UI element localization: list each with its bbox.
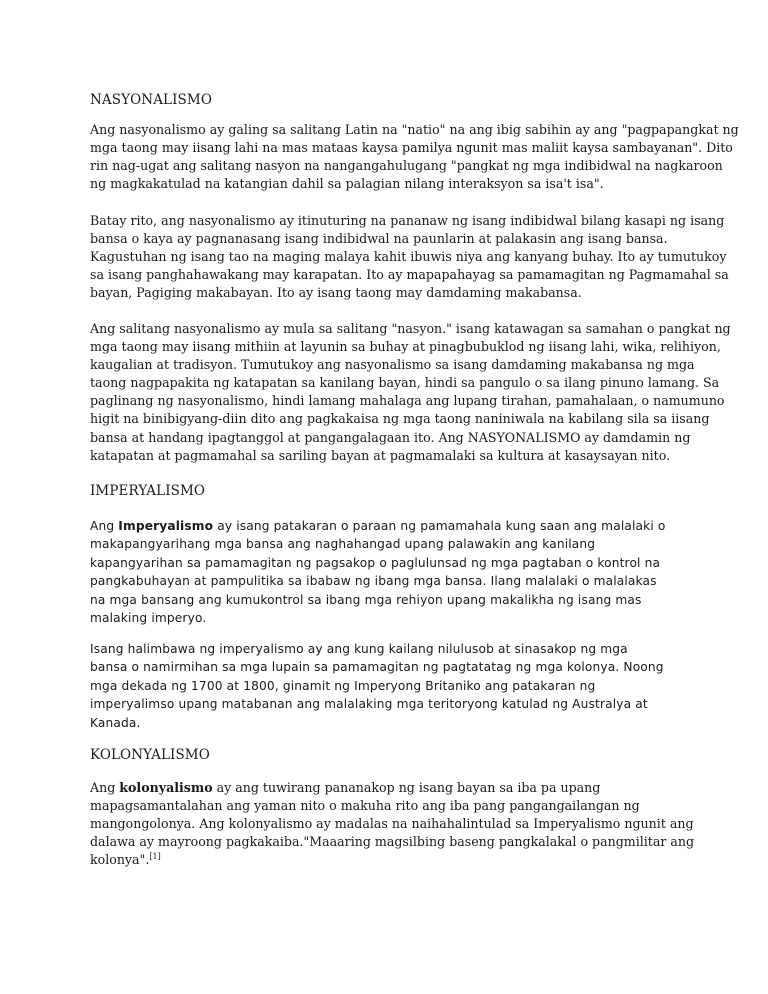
paragraph-nasyonalismo-salitang: Ang salitang nasyonalismo ay mula sa salitang "nasyon." isang katawagan sa samahan o pangkat ng mga taong may iisang mithiin at layunin sa buhay at pinagbubuklod ng iisang lahi, wika, relihiyon, kaugalian at tradisyon. Tumutukoy ang nasyonalismo sa isang damdaming makabansa ng mga taong nagpapakita ng katapatan sa kanilang bayan, hindi sa pangulo o sa ilang pinuno lamang. Sa paglinang ng nasyonalismo, hindi lamang mahalaga ang lupang tirahan, pamahalaan, o namumuno higit na binibigyang-diin dito ang pagkakaisa ng mga taong naniniwala na kabilang sila sa iisang bansa at handang ipagtanggol at pangangalagaan ito. Ang NASYONALISMO ay damdamin ng katapatan at pagmamahal sa sariling bayan at pagmamalaki sa kultura at kasaysayan nito. — [90, 321, 731, 463]
term-kolonyalismo: kolonyalismo — [119, 780, 213, 795]
paragraph-kolonyalismo-definition: Ang kolonyalismo ay ang tuwirang pananakop ng isang bayan sa iba pa upang mapagsamantalahan ang yaman nito o makuha rito ang iba pang pangangailangan ng mangongolonya. Ang kolonyalismo ay madalas na naihahalintulad sa Imperyalismo ngunit ang dalawa ay mayroong pagkakaiba."Maaaring magsilbing baseng pangkalakal o pangmilitar ang kolonya".[1] — [90, 780, 695, 868]
heading-imperyalismo: IMPERYALISMO — [90, 483, 206, 499]
footnote-reference-link[interactable]: [1] — [149, 852, 161, 862]
paragraph-imperyalismo-definition: Ang Imperyalismo ay isang patakaran o paraan ng pamamahala kung saan ang malalaki o makapangyarihang mga bansa ang naghahangad upang palawakin ang kanilang kapangyarihan sa pamamagitan ng pagsakop o paglulunsad ng mga pagtaban o kontrol na pangkabuhayan at pampulitika sa ibabaw ng ibang mga bansa. Ilang malalaki o malalakas na mga bansang ang kumukontrol sa ibang mga rehiyon upang makalikha ng isang mas malaking imperyo. — [90, 519, 666, 626]
paragraph-nasyonalismo-definition: Ang nasyonalismo ay galing sa salitang Latin na "natio" na ang ibig sabihin ay ang "pagpapangkat ng mga taong may iisang lahi na mas mataas kaysa pamilya ngunit mas maliit kaysa sambayanan". Dito rin nag-ugat ang salitang nasyon na nangangahulugang "pangkat ng mga indibidwal na nagkaroon ng magkakatulad na katangian dahil sa palagian nilang interaksyon sa isa't isa". — [90, 122, 739, 192]
term-imperyalismo: Imperyalismo — [118, 519, 214, 533]
heading-nasyonalismo: NASYONALISMO — [90, 92, 212, 108]
paragraph-imperyalismo-halimbawa: Isang halimbawa ng imperyalismo ay ang kung kailang nilulusob at sinasakop ng mga bansa o namirmihan sa mga lupain sa pamamagitan ng pagtatatag ng mga kolonya. Noong mga dekada ng 1700 at 1800, ginamit ng Imperyong Britaniko ang patakaran ng imperyalimso upang matabanan ang malalaking mga teritoryong katulad ng Australya at Kanada. — [90, 642, 664, 730]
paragraph-nasyonalismo-pananaw: Batay rito, ang nasyonalismo ay itinuturing na pananaw ng isang indibidwal bilang kasapi ng isang bansa o kaya ay pagnanasang isang indibidwal na paunlarin at palakasin ang isang bansa. Kagustuhan ng isang tao na maging malaya kahit ibuwis niya ang kanyang buhay. Ito ay tumutukoy sa isang panghahawakang may karapatan. Ito ay mapapahayag sa pamamagitan ng Pagmamahal sa bayan, Pagiging makabayan. Ito ay isang taong may damdaming makabansa. — [90, 213, 729, 301]
heading-kolonyalismo: KOLONYALISMO — [90, 747, 210, 763]
